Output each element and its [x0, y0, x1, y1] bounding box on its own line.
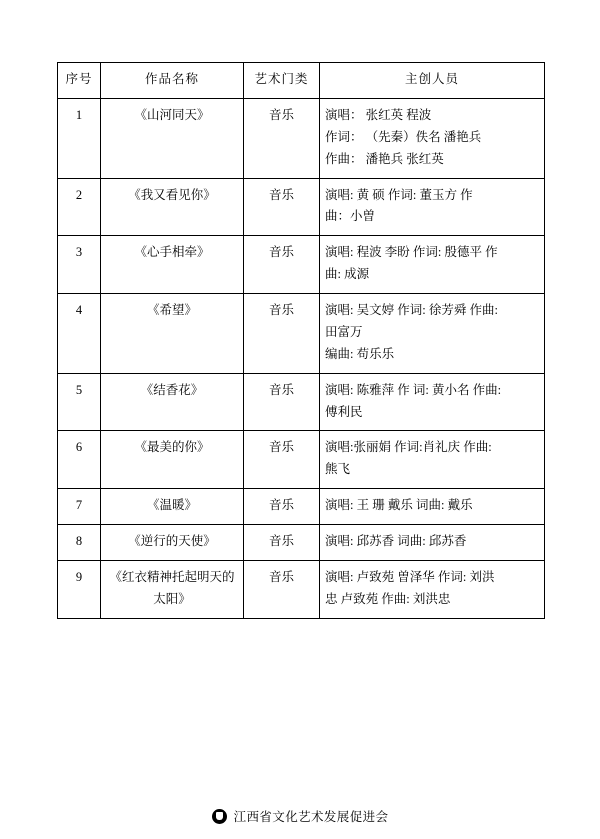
- table-row: [58, 431, 545, 489]
- cell-seq: 8: [58, 525, 101, 561]
- cell-seq: 6: [58, 431, 101, 489]
- cell-seq: 1: [58, 98, 101, 178]
- cell-seq: 5: [58, 373, 101, 431]
- table-row: [58, 294, 545, 374]
- people-line: 曲: 成源: [325, 267, 370, 282]
- column-header-people: 主创人员: [320, 63, 545, 99]
- table-row: [58, 98, 545, 178]
- column-header-category: 艺术门类: [244, 63, 320, 99]
- works-table-container: [57, 62, 544, 619]
- cell-category: 音乐: [244, 489, 320, 525]
- people-line: 作词： （先秦）佚名 潘艳兵: [325, 129, 482, 144]
- cell-people: [320, 525, 545, 561]
- cell-people: [320, 560, 545, 618]
- cell-people: [320, 236, 545, 294]
- cell-people: [320, 373, 545, 431]
- people-line: 田富万: [325, 324, 363, 339]
- people-line: 演唱: 程波 李盼 作词: 殷德平 作: [325, 245, 498, 260]
- organization-name: 江西省文化艺术发展促进会: [233, 810, 389, 824]
- cell-seq: 4: [58, 294, 101, 374]
- people-line: 曲：小曽: [325, 209, 376, 224]
- cell-title: 《最美的你》: [101, 431, 244, 489]
- cell-seq: 9: [58, 560, 101, 618]
- cell-people: [320, 178, 545, 236]
- people-line: 傅利民: [325, 404, 363, 419]
- cell-seq: 2: [58, 178, 101, 236]
- cell-seq: 7: [58, 489, 101, 525]
- table-row: [58, 373, 545, 431]
- cell-category: 音乐: [244, 525, 320, 561]
- cell-people: [320, 294, 545, 374]
- cell-category: 音乐: [244, 98, 320, 178]
- works-table: [57, 62, 545, 619]
- people-line: 演唱: 卢致苑 曽泽华 作词: 刘洪: [325, 569, 495, 584]
- people-line: 演唱: 王 珊 戴乐 词曲: 戴乐: [325, 498, 473, 513]
- column-header-seq: 序号: [58, 63, 101, 99]
- footer-attribution: [0, 807, 600, 825]
- cell-title: 《心手相牵》: [101, 236, 244, 294]
- cell-title: 《结香花》: [101, 373, 244, 431]
- people-line: 演唱: 陈雅萍 作 词: 黄小名 作曲:: [325, 382, 502, 397]
- cell-seq: 3: [58, 236, 101, 294]
- table-header-row: [58, 63, 545, 99]
- people-line: 熊飞: [325, 462, 351, 477]
- people-line: 演唱:张丽娟 作词:肖礼庆 作曲:: [325, 440, 492, 455]
- cell-category: 音乐: [244, 178, 320, 236]
- table-row: [58, 560, 545, 618]
- cell-category: 音乐: [244, 373, 320, 431]
- people-line: 编曲: 苟乐乐: [325, 346, 395, 361]
- cell-title: 《我又看见你》: [101, 178, 244, 236]
- people-line: 作曲： 潘艳兵 张红英: [325, 151, 444, 166]
- people-line: 忠 卢致苑 作曲: 刘洪忠: [325, 591, 451, 606]
- cell-people: [320, 489, 545, 525]
- table-row: [58, 489, 545, 525]
- table-row: [58, 525, 545, 561]
- table-row: [58, 236, 545, 294]
- cell-title: 《山河同天》: [101, 98, 244, 178]
- cell-title: 《希望》: [101, 294, 244, 374]
- people-line: 演唱: 黄 硕 作词: 董玉方 作: [325, 187, 473, 202]
- table-row: [58, 178, 545, 236]
- cell-category: 音乐: [244, 294, 320, 374]
- column-header-title: 作品名称: [101, 63, 244, 99]
- cell-title: 《红衣精神托起明天的太阳》: [101, 560, 244, 618]
- cell-category: 音乐: [244, 560, 320, 618]
- people-line: 演唱: 邱苏香 词曲: 邱苏香: [325, 534, 467, 548]
- cell-people: [320, 431, 545, 489]
- cell-people: [320, 98, 545, 178]
- table-body: [58, 98, 545, 618]
- cell-title: 《温暖》: [101, 489, 244, 525]
- organization-logo-icon: [212, 809, 227, 824]
- cell-title: 《逆行的天使》: [101, 525, 244, 561]
- table-header: [58, 63, 545, 99]
- people-line: 演唱： 张红英 程波: [325, 107, 432, 122]
- cell-category: 音乐: [244, 236, 320, 294]
- cell-category: 音乐: [244, 431, 320, 489]
- people-line: 演唱: 吴文婷 作词: 徐芳舜 作曲:: [325, 303, 498, 317]
